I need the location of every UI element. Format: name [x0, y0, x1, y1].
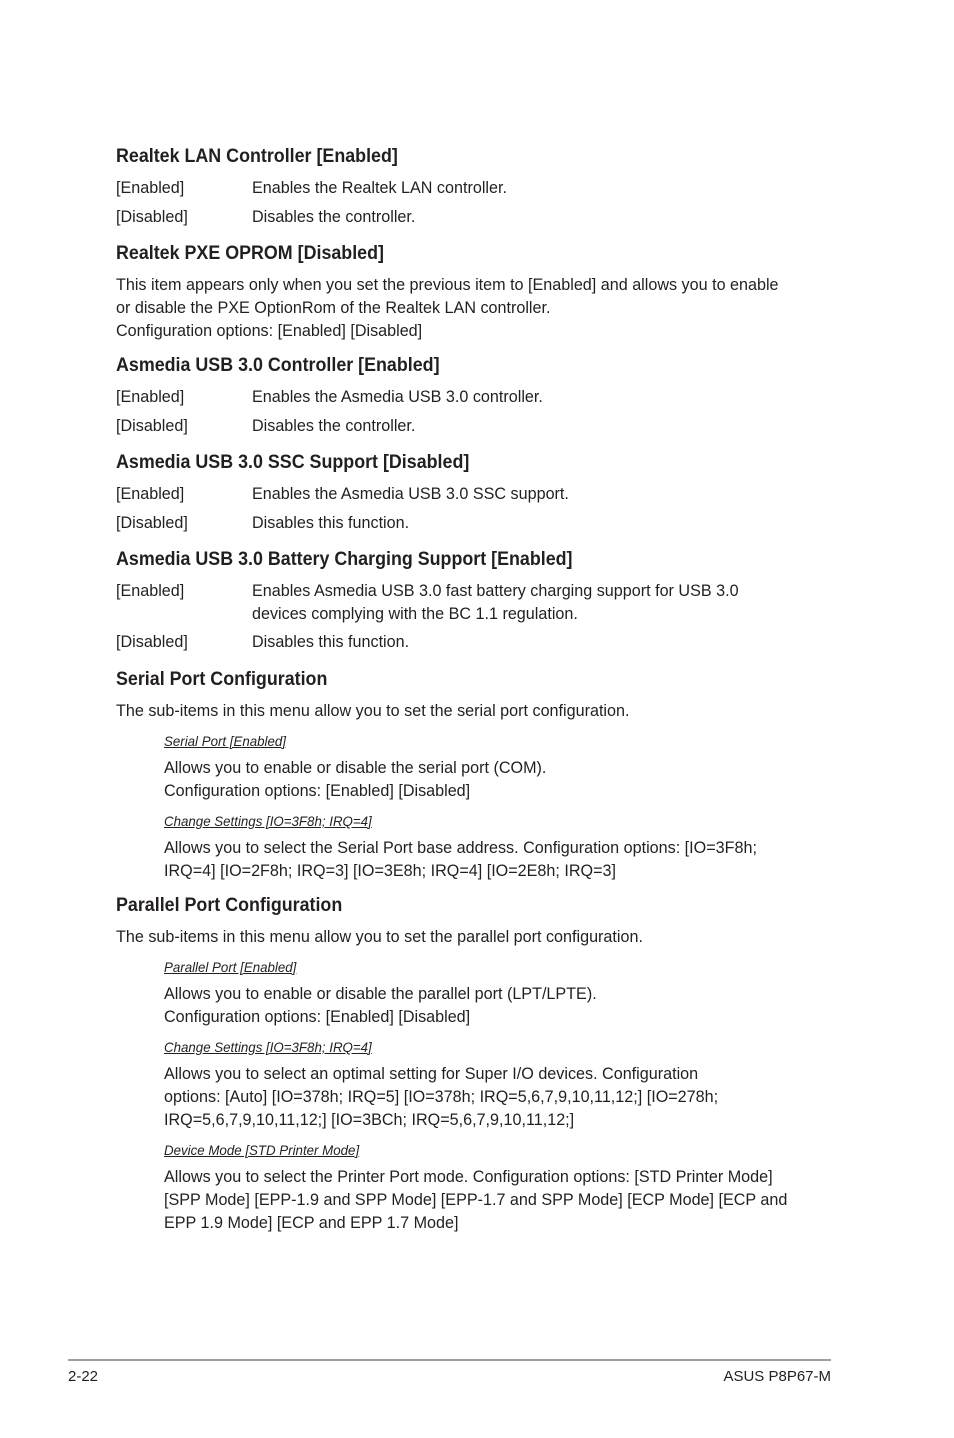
subitem-title-change-settings: Change Settings [IO=3F8h; IRQ=4]	[164, 1039, 372, 1055]
paragraph-line: [SPP Mode] [EPP-1.9 and SPP Mode] [EPP-1.7 and SPP Mode] [ECP Mode] [ECP and	[164, 1190, 788, 1209]
paragraph-line: IRQ=5,6,7,9,10,11,12;] [IO=3BCh; IRQ=5,6,7,9,10,11,12;]	[164, 1110, 575, 1129]
heading-asmedia-ssc-support: Asmedia USB 3.0 SSC Support [Disabled]	[116, 452, 470, 473]
paragraph-line: Allows you to select the Serial Port base address. Configuration options: [IO=3F8h;	[164, 838, 757, 857]
heading-asmedia-battery-charging: Asmedia USB 3.0 Battery Charging Support [Enabled]	[116, 549, 573, 570]
paragraph-line: Allows you to enable or disable the parallel port (LPT/LPTE).	[164, 984, 597, 1003]
paragraph-line: Allows you to select an optimal setting for Super I/O devices. Configuration	[164, 1064, 699, 1083]
option-description: Enables the Asmedia USB 3.0 controller.	[252, 387, 543, 406]
heading-parallel-port-configuration: Parallel Port Configuration	[116, 895, 343, 916]
paragraph-line: The sub-items in this menu allow you to set the parallel port configuration.	[116, 927, 643, 946]
paragraph-line: This item appears only when you set the previous item to [Enabled] and allows you to enable	[116, 275, 779, 294]
subitem-title-serial-port: Serial Port [Enabled]	[164, 733, 286, 749]
paragraph-line: or disable the PXE OptionRom of the Realtek LAN controller.	[116, 298, 551, 317]
option-description: Disables the controller.	[252, 416, 416, 435]
subitem-title-change-settings: Change Settings [IO=3F8h; IRQ=4]	[164, 813, 372, 829]
option-key: [Disabled]	[116, 632, 188, 651]
option-description: devices complying with the BC 1.1 regulation.	[252, 604, 578, 623]
option-key: [Enabled]	[116, 178, 185, 197]
option-description: Disables this function.	[252, 513, 410, 532]
option-description: Enables the Asmedia USB 3.0 SSC support.	[252, 484, 569, 503]
option-key: [Disabled]	[116, 207, 188, 226]
page-number: 2-22	[68, 1368, 99, 1385]
option-key: [Disabled]	[116, 416, 188, 435]
paragraph-line: options: [Auto] [IO=378h; IRQ=5] [IO=378h; IRQ=5,6,7,9,10,11,12;] [IO=278h;	[164, 1087, 719, 1106]
option-key: [Enabled]	[116, 387, 185, 406]
paragraph-line: Allows you to select the Printer Port mode. Configuration options: [STD Printer Mode]	[164, 1167, 773, 1186]
heading-serial-port-configuration: Serial Port Configuration	[116, 669, 328, 690]
option-description: Disables the controller.	[252, 207, 416, 226]
product-name: ASUS P8P67-M	[723, 1368, 831, 1385]
paragraph-line: The sub-items in this menu allow you to set the serial port configuration.	[116, 701, 630, 720]
option-description: Disables this function.	[252, 632, 410, 651]
option-description: Enables the Realtek LAN controller.	[252, 178, 507, 197]
heading-realtek-pxe-oprom: Realtek PXE OPROM [Disabled]	[116, 243, 384, 264]
footer-divider	[68, 1359, 831, 1361]
option-description: Enables Asmedia USB 3.0 fast battery charging support for USB 3.0	[252, 581, 739, 600]
paragraph-line: Configuration options: [Enabled] [Disabled]	[164, 1007, 471, 1026]
option-key: [Disabled]	[116, 513, 188, 532]
option-key: [Enabled]	[116, 581, 185, 600]
paragraph-line: EPP 1.9 Mode] [ECP and EPP 1.7 Mode]	[164, 1213, 459, 1232]
paragraph-line: Configuration options: [Enabled] [Disabled]	[116, 321, 423, 340]
paragraph-line: Allows you to enable or disable the serial port (COM).	[164, 758, 547, 777]
subitem-title-parallel-port: Parallel Port [Enabled]	[164, 959, 297, 975]
option-key: [Enabled]	[116, 484, 185, 503]
heading-asmedia-usb3-controller: Asmedia USB 3.0 Controller [Enabled]	[116, 355, 440, 376]
paragraph-line: IRQ=4] [IO=2F8h; IRQ=3] [IO=3E8h; IRQ=4] [IO=2E8h; IRQ=3]	[164, 861, 616, 880]
paragraph-line: Configuration options: [Enabled] [Disabled]	[164, 781, 471, 800]
heading-realtek-lan-controller: Realtek LAN Controller [Enabled]	[116, 146, 398, 167]
subitem-title-device-mode: Device Mode [STD Printer Mode]	[164, 1142, 360, 1158]
